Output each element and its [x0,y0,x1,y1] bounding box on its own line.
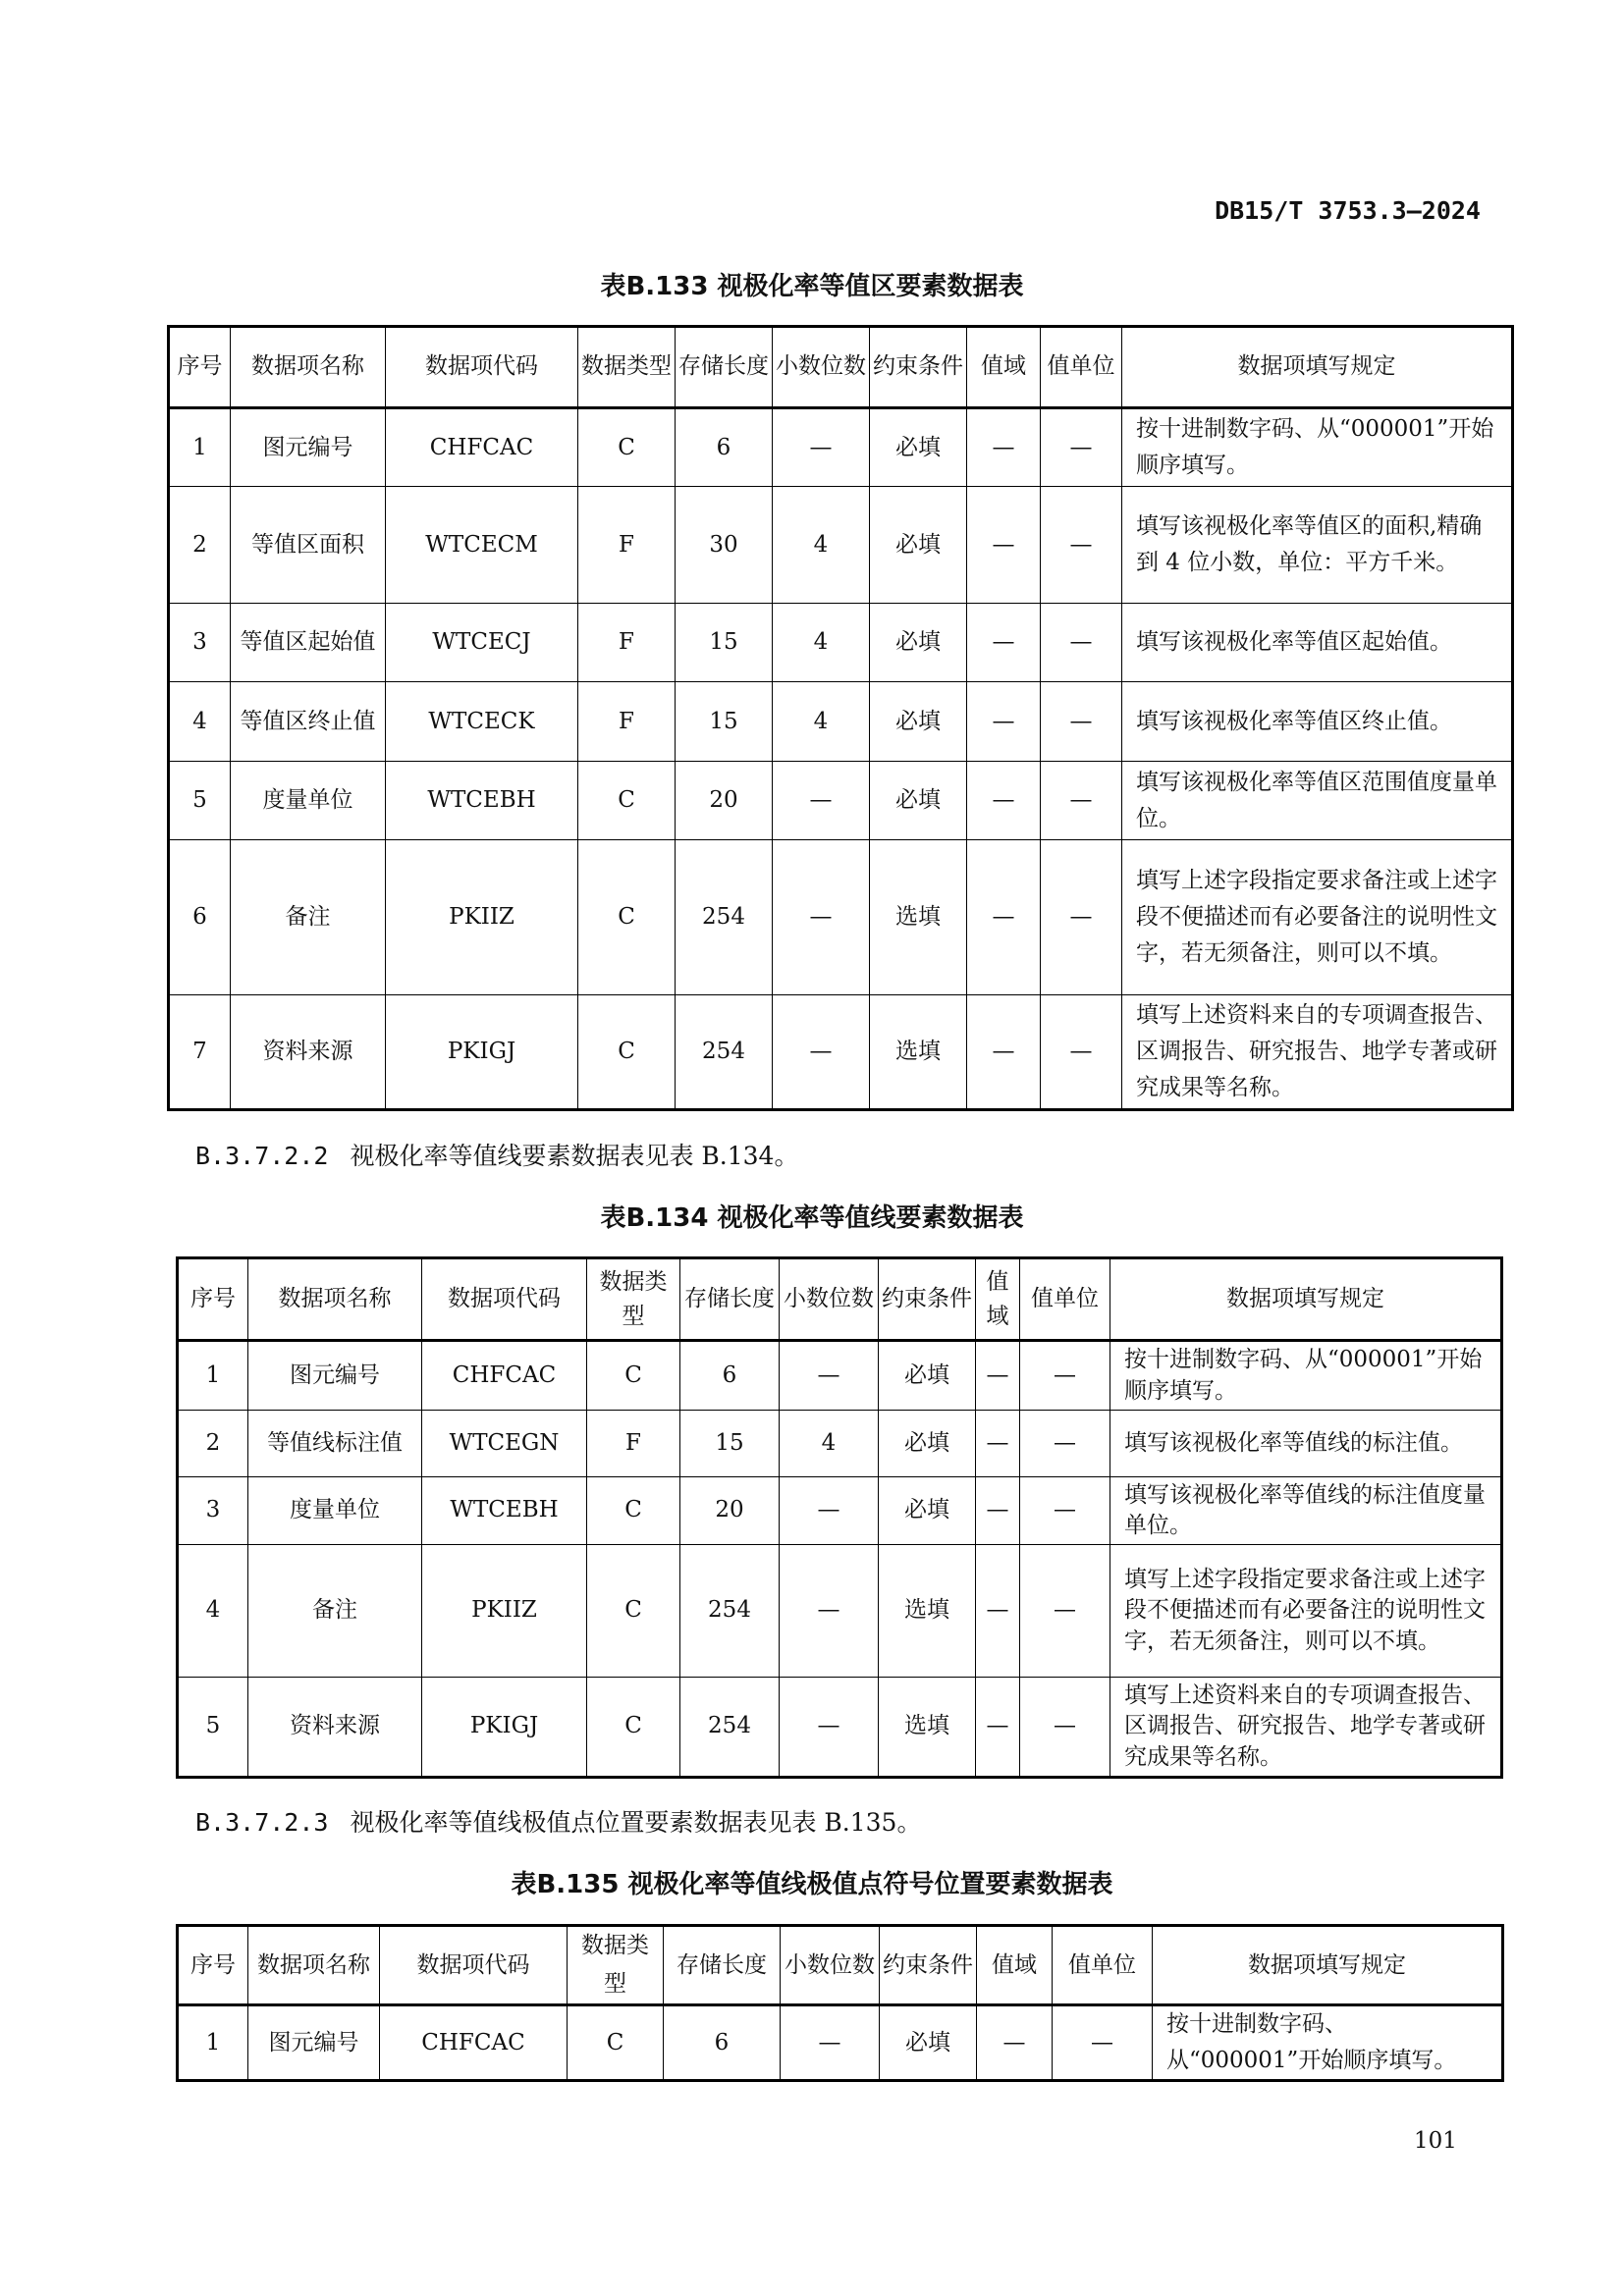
cell-storage-length: 254 [676,840,773,995]
section-number: B.3.7.2.3 [195,1808,329,1837]
cell-seq: 1 [178,1341,248,1411]
cell-constraint: 选填 [879,1678,976,1778]
column-header-item-name: 数据项名称 [231,327,386,408]
cell-decimals: 4 [773,604,870,682]
cell-seq: 3 [178,1477,248,1545]
cell-value-domain: — [967,995,1041,1110]
cell-item-name: 度量单位 [231,762,386,840]
column-header-data-type: 数据类型 [587,1258,680,1341]
table-row [169,840,1513,995]
column-header-item-code: 数据项代码 [422,1258,587,1341]
cell-seq: 3 [169,604,231,682]
table-row [178,1545,1502,1678]
cell-fill-rule: 填写该视极化率等值区终止值。 [1122,682,1513,762]
cell-storage-length: 15 [676,682,773,762]
cell-value-unit: — [1020,1678,1110,1778]
header-row [169,327,1513,408]
cell-item-code: WTCEGN [422,1411,587,1477]
cell-fill-rule: 填写上述资料来自的专项调查报告、区调报告、研究报告、地学专著或研究成果等名称。 [1110,1678,1502,1778]
cell-item-code: CHFCAC [380,2005,568,2081]
cell-storage-length: 254 [680,1678,780,1778]
cell-decimals: 4 [773,682,870,762]
cell-seq: 7 [169,995,231,1110]
table-title: 表B.133 视极化率等值区要素数据表 [600,272,1024,301]
cell-decimals: — [773,995,870,1110]
cell-constraint: 必填 [870,408,967,487]
cell-data-type: C [587,1678,680,1778]
column-header-value-domain: 值域 [967,327,1041,408]
cell-data-type: C [578,995,676,1110]
column-header-item-code: 数据项代码 [386,327,578,408]
table-row [169,762,1513,840]
cell-data-type: C [568,2005,664,2081]
cell-item-name: 备注 [248,1545,422,1678]
cell-decimals: — [780,1477,879,1545]
cell-item-name: 等值区终止值 [231,682,386,762]
cell-item-code: CHFCAC [386,408,578,487]
section-text: 视极化率等值线要素数据表见表 B.134。 [350,1142,799,1170]
header-row [178,1926,1503,2005]
cell-seq: 4 [178,1545,248,1678]
cell-value-unit: — [1041,762,1122,840]
section-paragraph [195,1803,921,1839]
cell-decimals: — [773,408,870,487]
cell-item-code: PKIIZ [386,840,578,995]
cell-storage-length: 254 [680,1545,780,1678]
cell-item-code: CHFCAC [422,1341,587,1411]
cell-value-unit: — [1041,604,1122,682]
column-header-data-type: 数据类型 [568,1926,664,2005]
cell-storage-length: 6 [664,2005,781,2081]
cell-value-unit: — [1041,408,1122,487]
column-header-fill-rule: 数据项填写规定 [1153,1926,1503,2005]
data-table-b133 [167,325,1514,1111]
cell-value-domain: — [967,682,1041,762]
cell-item-code: WTCEBH [386,762,578,840]
cell-value-domain: — [976,1411,1020,1477]
column-header-data-type: 数据类型 [578,327,676,408]
column-header-fill-rule: 数据项填写规定 [1110,1258,1502,1341]
column-header-constraint: 约束条件 [880,1926,977,2005]
data-table-b135 [176,1924,1504,2082]
cell-item-name: 图元编号 [248,1341,422,1411]
cell-value-unit: — [1053,2005,1153,2081]
table-title: 表B.134 视极化率等值线要素数据表 [600,1203,1024,1233]
cell-value-unit: — [1020,1545,1110,1678]
cell-decimals: — [781,2005,880,2081]
cell-data-type: F [578,604,676,682]
cell-seq: 2 [178,1411,248,1477]
column-header-value-unit: 值单位 [1020,1258,1110,1341]
cell-value-unit: — [1041,840,1122,995]
cell-item-code: WTCECK [386,682,578,762]
cell-item-name: 资料来源 [231,995,386,1110]
table-row [178,1411,1502,1477]
cell-data-type: C [578,762,676,840]
cell-seq: 4 [169,682,231,762]
cell-value-domain: — [967,487,1041,604]
cell-value-domain: — [976,1341,1020,1411]
cell-value-unit: — [1041,682,1122,762]
cell-value-domain: — [967,408,1041,487]
table-row [169,995,1513,1110]
cell-fill-rule: 填写上述资料来自的专项调查报告、区调报告、研究报告、地学专著或研究成果等名称。 [1122,995,1513,1110]
cell-storage-length: 30 [676,487,773,604]
cell-seq: 5 [169,762,231,840]
cell-value-unit: — [1020,1341,1110,1411]
cell-storage-length: 6 [676,408,773,487]
cell-data-type: C [587,1477,680,1545]
cell-decimals: — [780,1545,879,1678]
column-header-value-domain: 值域 [976,1258,1020,1341]
cell-storage-length: 254 [676,995,773,1110]
cell-data-type: F [587,1411,680,1477]
cell-constraint: 必填 [870,762,967,840]
column-header-item-name: 数据项名称 [248,1926,380,2005]
cell-data-type: C [587,1545,680,1678]
cell-decimals: — [780,1341,879,1411]
cell-constraint: 选填 [870,995,967,1110]
cell-item-name: 图元编号 [248,2005,380,2081]
column-header-storage-length: 存储长度 [664,1926,781,2005]
cell-item-name: 等值区起始值 [231,604,386,682]
cell-decimals: — [773,762,870,840]
column-header-seq: 序号 [178,1926,248,2005]
cell-fill-rule: 填写上述字段指定要求备注或上述字段不便描述而有必要备注的说明性文字，若无须备注，则可以不填。 [1110,1545,1502,1678]
cell-decimals: 4 [773,487,870,604]
table-row [178,2005,1503,2081]
standard-code: DB15/T 3753.3—2024 [1215,196,1481,225]
cell-fill-rule: 按十进制数字码、从“000001”开始顺序填写。 [1153,2005,1503,2081]
cell-value-domain: — [977,2005,1053,2081]
cell-item-name: 资料来源 [248,1678,422,1778]
cell-value-domain: — [967,762,1041,840]
cell-fill-rule: 填写该视极化率等值线的标注值度量单位。 [1110,1477,1502,1545]
cell-item-code: PKIGJ [386,995,578,1110]
cell-storage-length: 15 [676,604,773,682]
cell-value-domain: — [976,1678,1020,1778]
cell-item-name: 等值区面积 [231,487,386,604]
column-header-constraint: 约束条件 [870,327,967,408]
cell-seq: 6 [169,840,231,995]
cell-value-unit: — [1020,1477,1110,1545]
cell-item-name: 等值线标注值 [248,1411,422,1477]
section-paragraph [195,1137,798,1172]
cell-data-type: F [578,487,676,604]
column-header-seq: 序号 [169,327,231,408]
cell-item-code: PKIGJ [422,1678,587,1778]
cell-seq: 5 [178,1678,248,1778]
data-table-b134 [176,1256,1503,1779]
cell-fill-rule: 填写该视极化率等值区范围值度量单位。 [1122,762,1513,840]
cell-seq: 1 [178,2005,248,2081]
cell-decimals: — [780,1678,879,1778]
column-header-item-code: 数据项代码 [380,1926,568,2005]
column-header-decimals: 小数位数 [781,1926,880,2005]
cell-fill-rule: 填写该视极化率等值区起始值。 [1122,604,1513,682]
column-header-value-unit: 值单位 [1053,1926,1153,2005]
cell-decimals: — [773,840,870,995]
table-row [178,1477,1502,1545]
cell-item-code: PKIIZ [422,1545,587,1678]
column-header-decimals: 小数位数 [773,327,870,408]
cell-value-domain: — [967,604,1041,682]
cell-constraint: 选填 [879,1545,976,1678]
cell-data-type: C [587,1341,680,1411]
cell-constraint: 必填 [879,1411,976,1477]
cell-value-unit: — [1041,487,1122,604]
column-header-storage-length: 存储长度 [676,327,773,408]
cell-constraint: 必填 [870,487,967,604]
column-header-decimals: 小数位数 [780,1258,879,1341]
page-number: 101 [1414,2128,1457,2154]
cell-fill-rule: 按十进制数字码、从“000001”开始顺序填写。 [1122,408,1513,487]
table-row [169,487,1513,604]
cell-value-unit: — [1020,1411,1110,1477]
cell-item-name: 图元编号 [231,408,386,487]
cell-data-type: C [578,408,676,487]
table-row [178,1341,1502,1411]
cell-item-code: WTCECJ [386,604,578,682]
column-header-storage-length: 存储长度 [680,1258,780,1341]
cell-value-domain: — [967,840,1041,995]
cell-constraint: 必填 [879,1477,976,1545]
cell-fill-rule: 填写该视极化率等值线的标注值。 [1110,1411,1502,1477]
column-header-value-unit: 值单位 [1041,327,1122,408]
cell-storage-length: 15 [680,1411,780,1477]
table-row [169,682,1513,762]
cell-item-name: 度量单位 [248,1477,422,1545]
section-text: 视极化率等值线极值点位置要素数据表见表 B.135。 [350,1808,922,1837]
cell-item-name: 备注 [231,840,386,995]
cell-value-unit: — [1041,995,1122,1110]
cell-constraint: 必填 [879,1341,976,1411]
table-row [178,1678,1502,1778]
table-row [169,604,1513,682]
table-title: 表B.135 视极化率等值线极值点符号位置要素数据表 [511,1870,1113,1899]
cell-constraint: 必填 [870,682,967,762]
cell-seq: 2 [169,487,231,604]
column-header-value-domain: 值域 [977,1926,1053,2005]
table-row [169,408,1513,487]
cell-value-domain: — [976,1477,1020,1545]
cell-item-code: WTCECM [386,487,578,604]
header-row [178,1258,1502,1341]
section-number: B.3.7.2.2 [195,1142,329,1170]
column-header-item-name: 数据项名称 [248,1258,422,1341]
cell-fill-rule: 填写上述字段指定要求备注或上述字段不便描述而有必要备注的说明性文字，若无须备注，则可以不填。 [1122,840,1513,995]
cell-item-code: WTCEBH [422,1477,587,1545]
cell-value-domain: — [976,1545,1020,1678]
cell-constraint: 必填 [870,604,967,682]
cell-storage-length: 20 [680,1477,780,1545]
cell-constraint: 必填 [880,2005,977,2081]
cell-fill-rule: 填写该视极化率等值区的面积,精确到 4 位小数，单位：平方千米。 [1122,487,1513,604]
cell-storage-length: 20 [676,762,773,840]
cell-fill-rule: 按十进制数字码、从“000001”开始顺序填写。 [1110,1341,1502,1411]
cell-storage-length: 6 [680,1341,780,1411]
cell-decimals: 4 [780,1411,879,1477]
cell-constraint: 选填 [870,840,967,995]
cell-seq: 1 [169,408,231,487]
cell-data-type: F [578,682,676,762]
column-header-seq: 序号 [178,1258,248,1341]
cell-data-type: C [578,840,676,995]
column-header-fill-rule: 数据项填写规定 [1122,327,1513,408]
column-header-constraint: 约束条件 [879,1258,976,1341]
